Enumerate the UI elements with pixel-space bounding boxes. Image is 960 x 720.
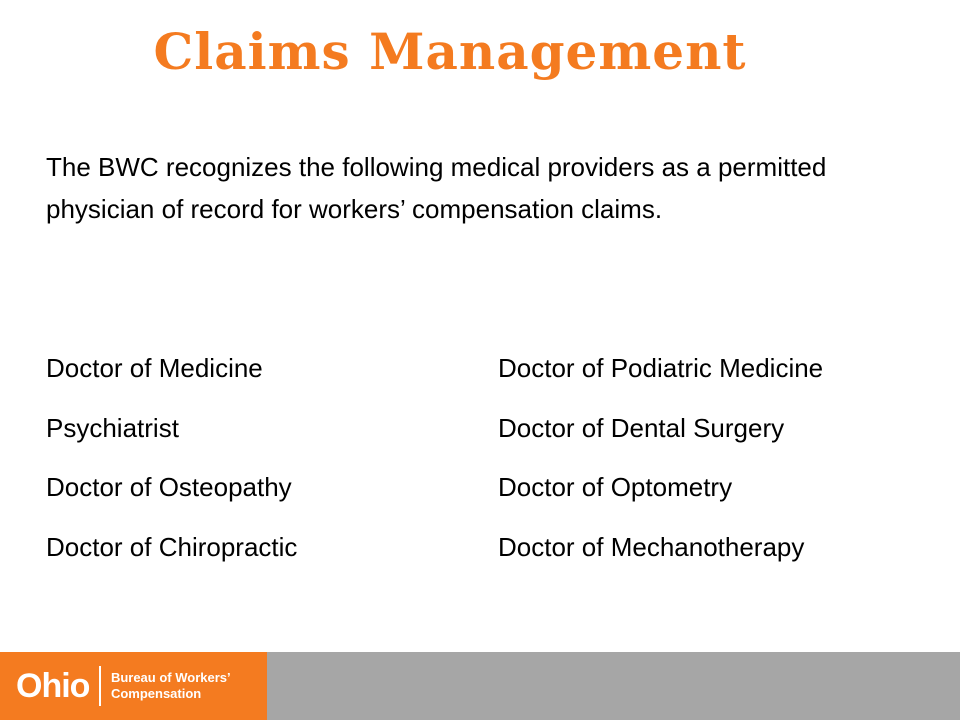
provider-item: Doctor of Dental Surgery — [498, 412, 785, 443]
org-name — [111, 670, 231, 702]
org-name-line-2: Compensation — [110, 686, 202, 701]
slide-title: Claims Management — [153, 22, 747, 81]
org-name-line-1: Bureau of Workers’ — [110, 670, 231, 685]
provider-item: Doctor of Medicine — [46, 353, 263, 383]
footer-gray-band — [267, 652, 960, 720]
provider-item: Doctor of Optometry — [498, 472, 733, 502]
provider-list — [46, 346, 926, 584]
ohio-logo: Ohio — [16, 667, 90, 705]
provider-item: Doctor of Osteopathy — [46, 472, 292, 502]
footer-brand — [0, 652, 267, 720]
provider-item: Doctor of Podiatric Medicine — [498, 353, 824, 383]
provider-item: Doctor of Chiropractic — [46, 531, 298, 562]
intro-paragraph: The BWC recognizes the following medical providers as a permitted physician of record for workers’ compensation claims. — [46, 152, 827, 224]
provider-item: Doctor of Mechanotherapy — [498, 531, 805, 562]
brand-divider — [99, 666, 101, 706]
footer-bar — [0, 652, 960, 720]
provider-item: Psychiatrist — [46, 412, 179, 443]
